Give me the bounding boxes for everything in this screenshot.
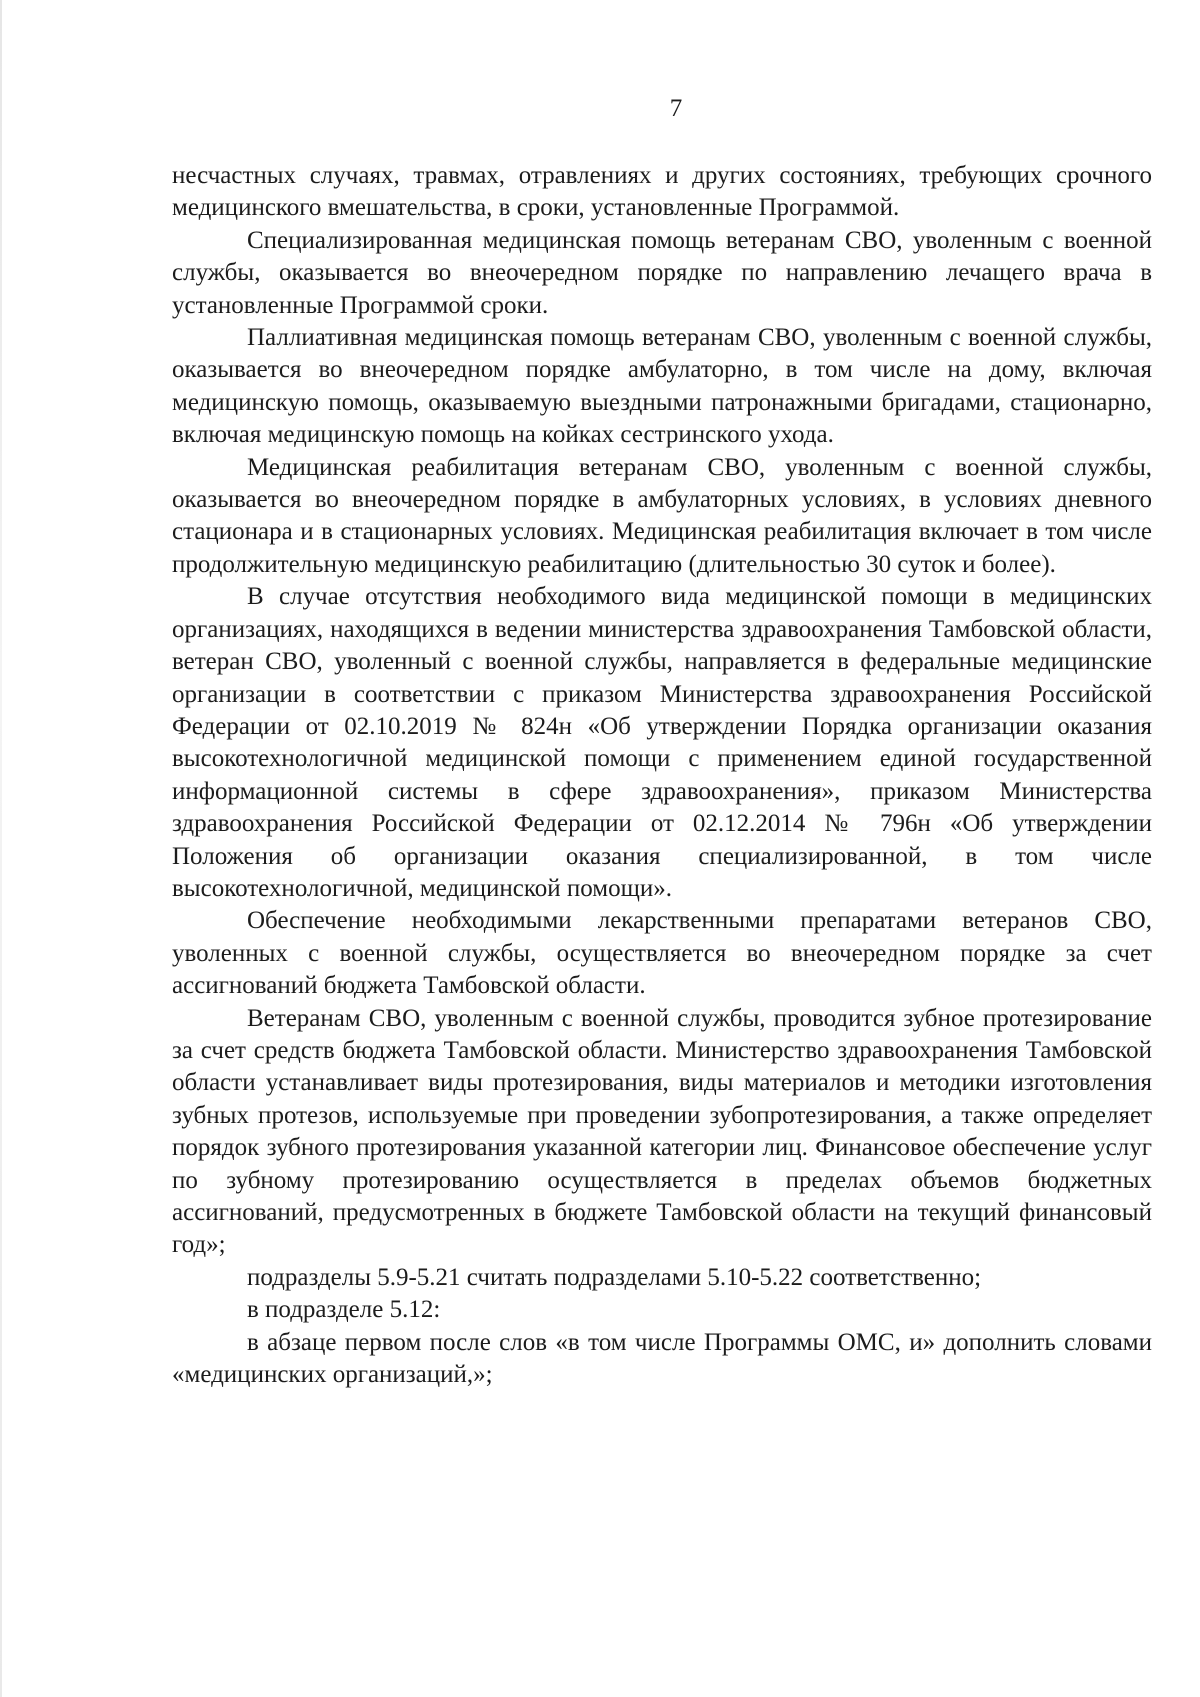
- paragraph-amendment: в абзаце первом после слов «в том числе Программы ОМС, и» дополнить словами «медицинских организаций,»;: [172, 1328, 1152, 1389]
- scan-edge: [0, 0, 2, 1697]
- paragraph-subsection-5-12: в подразделе 5.12:: [247, 1296, 441, 1324]
- paragraph-dental-prosthetics: Ветеранам СВО, уволенным с военной службы, проводится зубное протезирование за счет средств бюджета Тамбовской области. Министерство здравоохранения Тамбовской области устанавливает виды протезирования, виды материалов и методики изготовления зубных протезов, используемые при проведении зубопротезирования, а также определяет порядок зубного протезирования указанной категории лиц. Финансовое обеспечение услуг по зубному протезированию осуществляется в пределах объемов бюджетных ассигнований, предусмотренных в бюджете Тамбовской области на текущий финансовый год»;: [172, 1004, 1152, 1259]
- page-number: 7: [669, 95, 683, 122]
- paragraph-rehabilitation: Медицинская реабилитация ветеранам СВО, уволенным с военной службы, оказывается во внеочередном порядке в амбулаторных условиях, в условиях дневного стационара и в стационарных условиях. Медицинская реабилитация включает в том числе продолжительную медицинскую реабилитацию (длительностью 30 суток и более).: [172, 453, 1152, 578]
- paragraph-specialized-care: Специализированная медицинская помощь ветеранам СВО, уволенным с военной службы, оказывается во внеочередном порядке по направлению лечащего врача в установленные Программой сроки.: [172, 226, 1152, 319]
- paragraph-palliative-care: Паллиативная медицинская помощь ветеранам СВО, уволенным с военной службы, оказывается во внеочередном порядке амбулаторно, в том числе на дому, включая медицинскую помощь, оказываемую выездными патронажными бригадами, стационарно, включая медицинскую помощь на койках сестринского ухода.: [172, 324, 1152, 449]
- paragraph-subsections-renumber: подразделы 5.9-5.21 считать подразделами 5.10-5.22 соответственно;: [247, 1263, 982, 1291]
- paragraph-federal-referral: В случае отсутствия необходимого вида медицинской помощи в медицинских организациях, находящихся в ведении министерства здравоохранения Тамбовской области, ветеран СВО, уволенный с военной службы, направляется в федеральные медицинские организации в соответствии с приказом Министерства здравоохранения Российской Федерации от 02.10.2019 № 824н «Об утверждении Порядка организации оказания высокотехнологичной медицинской помощи с применением единой государственной информационной системы в сфере здравоохранения», приказом Министерства здравоохранения Российской Федерации от 02.12.2014 № 796н «Об утверждении Положения об организации оказания специализированной, в том числе высокотехнологичной, медицинской помощи».: [172, 583, 1152, 902]
- document-body: [172, 160, 1152, 1391]
- paragraph-medicines: Обеспечение необходимыми лекарственными препаратами ветеранов СВО, уволенных с военной службы, осуществляется во внеочередном порядке за счет ассигнований бюджета Тамбовской области.: [172, 907, 1152, 1000]
- paragraph-continuation: несчастных случаях, травмах, отравлениях и других состояниях, требующих срочного медицинского вмешательства, в сроки, установленные Программой.: [172, 162, 1152, 222]
